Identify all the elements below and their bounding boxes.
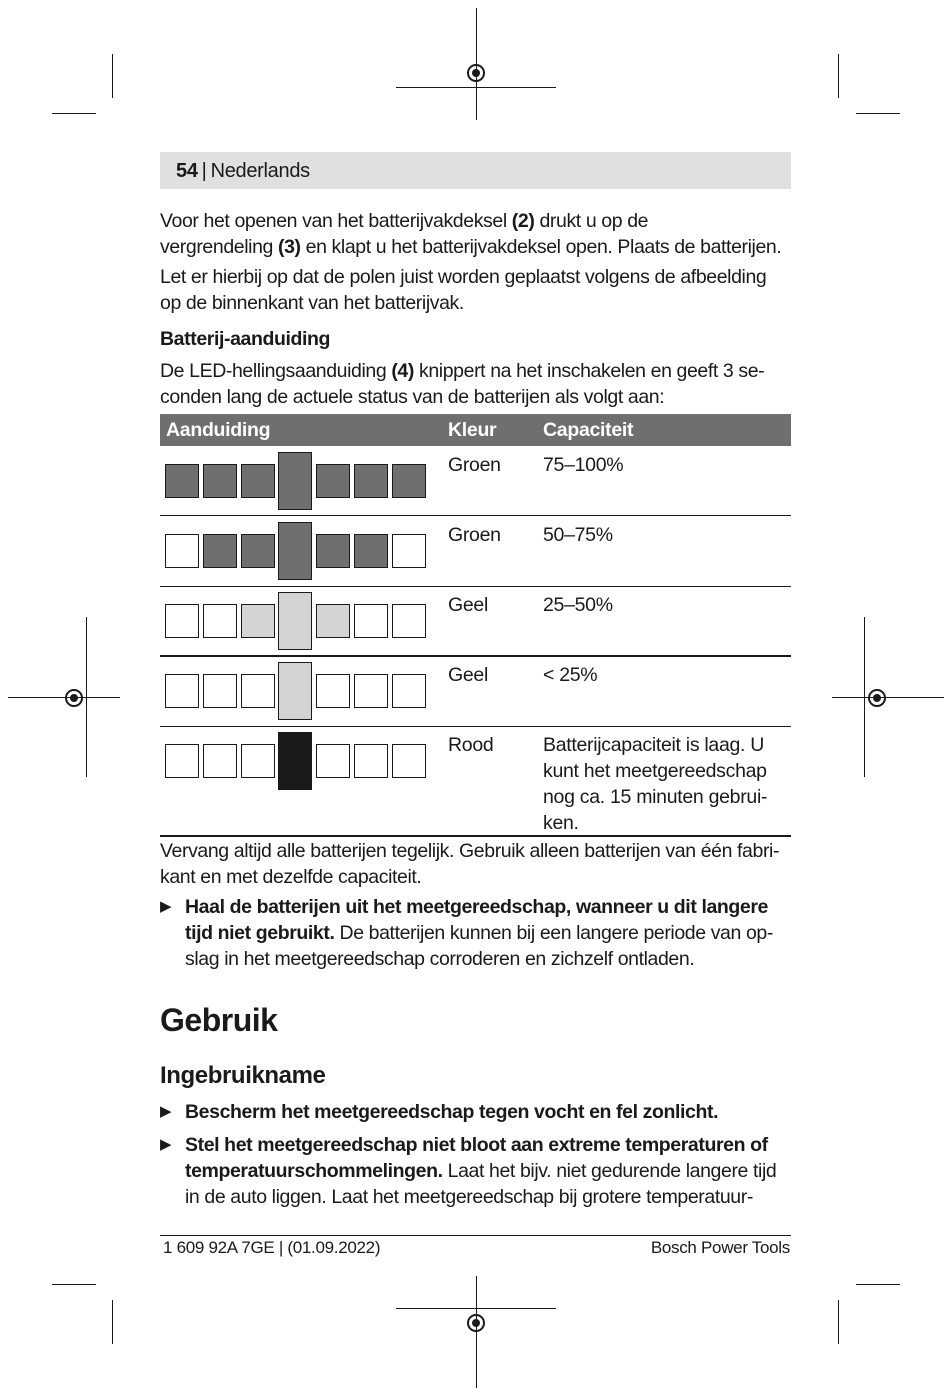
led-segment: [354, 674, 388, 708]
column-header: Capaciteit: [543, 419, 634, 441]
led-segment: [316, 674, 350, 708]
led-segment: [165, 744, 199, 778]
capacity-cell: < 25%: [543, 664, 598, 686]
led-segment: [203, 464, 237, 498]
page-number: 54: [176, 160, 198, 182]
led-segment: [203, 674, 237, 708]
crop-mark: [856, 1284, 900, 1285]
table-divider: [160, 655, 791, 657]
replace-batteries-paragraph: Vervang altijd alle batterijen tegelijk. Gebruik alleen batterijen van één fabri- kant en met dezelfde capaciteit.: [160, 840, 780, 888]
document-id: 1 609 92A 7GE | (01.09.2022): [163, 1238, 381, 1257]
page-header-text: 54 | Nederlands: [176, 160, 310, 182]
language-label: Nederlands: [210, 160, 310, 182]
battery-paragraph: De LED-hellingsaanduiding (4) knippert na het inschakelen en geeft 3 se- conden lang de actuele status van de batterijen als volgt aan:: [160, 360, 765, 408]
color-cell: Geel: [448, 664, 488, 686]
led-segment: [241, 534, 275, 568]
color-cell: Groen: [448, 454, 501, 476]
section-subheading: Batterij-aanduiding: [160, 328, 331, 350]
led-segment: [165, 604, 199, 638]
led-segment: [354, 744, 388, 778]
registration-mark-icon: [467, 1314, 485, 1332]
led-segment: [203, 744, 237, 778]
crop-mark: [476, 1276, 477, 1388]
crop-mark: [52, 113, 96, 114]
color-cell: Geel: [448, 594, 488, 616]
led-segment: [241, 604, 275, 638]
capacity-cell: 50–75%: [543, 524, 613, 546]
footer-divider: [160, 1235, 791, 1236]
crop-mark: [8, 697, 120, 698]
crop-mark: [838, 54, 839, 98]
led-segment: [278, 662, 312, 720]
crop-mark: [112, 1300, 113, 1344]
led-segment: [354, 534, 388, 568]
led-segment: [278, 592, 312, 650]
led-segment: [354, 464, 388, 498]
led-segment: [316, 604, 350, 638]
capacity-cell: 25–50%: [543, 594, 613, 616]
led-segment: [392, 604, 426, 638]
crop-mark: [832, 697, 944, 698]
bullet-arrow-icon: ▶: [160, 1136, 172, 1153]
capacity-cell: 75–100%: [543, 454, 624, 476]
led-segment: [165, 534, 199, 568]
intro-paragraph: Voor het openen van het batterijvakdeksel (2) drukt u op de vergrendeling (3) en klapt u het batterijvakdeksel open. Plaats de batterijen.: [160, 210, 782, 258]
led-segment: [354, 604, 388, 638]
table-divider: [160, 586, 791, 587]
led-segment: [278, 452, 312, 510]
table-divider: [160, 515, 791, 516]
crop-mark: [52, 1284, 96, 1285]
crop-mark: [396, 1308, 556, 1309]
section-subtitle: Ingebruikname: [160, 1062, 326, 1089]
registration-mark-icon: [467, 64, 485, 82]
led-segment: [316, 534, 350, 568]
capacity-cell: Batterijcapaciteit is laag. U kunt het meetgereedschap nog ca. 15 minuten gebrui- ken.: [543, 734, 768, 834]
led-segment: [392, 534, 426, 568]
led-segment: [165, 464, 199, 498]
led-segment: [316, 744, 350, 778]
bullet-arrow-icon: ▶: [160, 1103, 172, 1120]
led-segment: [203, 534, 237, 568]
led-segment: [165, 674, 199, 708]
table-header: [160, 414, 791, 446]
led-segment: [241, 744, 275, 778]
led-segment: [278, 522, 312, 580]
registration-mark-icon: [868, 689, 886, 707]
brand-label: Bosch Power Tools: [650, 1238, 790, 1257]
crop-mark: [112, 54, 113, 98]
bullet-arrow-icon: ▶: [160, 898, 172, 915]
crop-mark: [838, 1300, 839, 1344]
led-segment: [241, 464, 275, 498]
column-header: Kleur: [448, 419, 497, 441]
table-divider: [160, 835, 791, 837]
led-segment: [392, 674, 426, 708]
registration-mark-icon: [65, 689, 83, 707]
column-header: Aanduiding: [166, 419, 271, 441]
table-divider: [160, 726, 791, 727]
led-segment: [392, 464, 426, 498]
color-cell: Groen: [448, 524, 501, 546]
color-cell: Rood: [448, 734, 494, 756]
led-segment: [316, 464, 350, 498]
led-segment: [203, 604, 237, 638]
led-segment: [241, 674, 275, 708]
section-title: Gebruik: [160, 1002, 278, 1038]
intro-paragraph-2: Let er hierbij op dat de polen juist worden geplaatst volgens de afbeelding op de binnenkant van het batterijvak.: [160, 266, 767, 314]
crop-mark: [856, 113, 900, 114]
crop-mark: [396, 87, 556, 88]
led-segment: [392, 744, 426, 778]
led-segment: [278, 732, 312, 790]
